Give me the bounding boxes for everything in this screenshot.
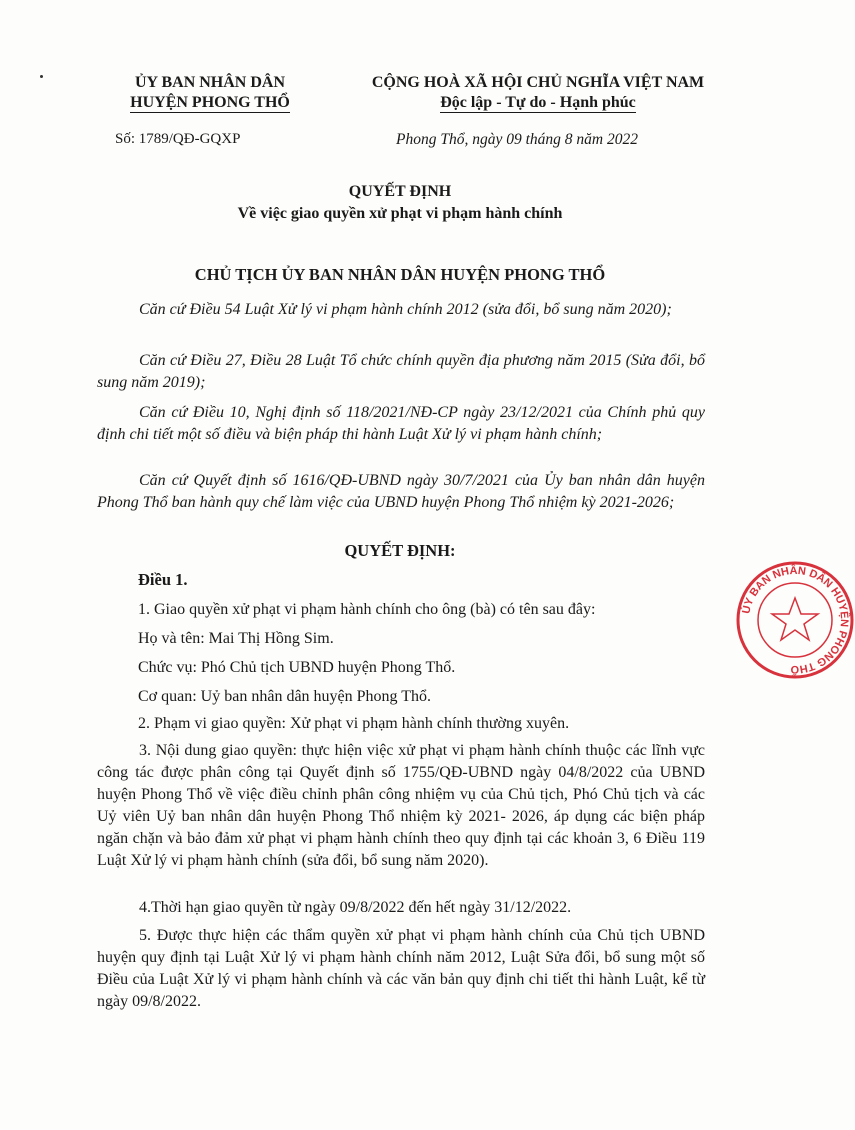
decision-heading: QUYẾT ĐỊNH: [344, 541, 456, 560]
item-4: 4.Thời hạn giao quyền từ ngày 09/8/2022 đến hết ngày 31/12/2022. [139, 899, 572, 916]
legal-basis-4: Căn cứ Quyết định số 1616/QĐ-UBND ngày 30/7/2021 của Ủy ban nhân dân huyện Phong Thổ ban hành quy chế làm việc của UBND huyện Phong Thổ nhiệm kỳ 2021-2026; [97, 472, 705, 511]
assignee-position: Chức vụ: Phó Chủ tịch UBND huyện Phong Thổ. [138, 659, 456, 676]
legal-basis-2: Căn cứ Điều 27, Điều 28 Luật Tổ chức chính quyền địa phương năm 2015 (Sửa đổi, bổ sung năm 2019); [97, 352, 705, 391]
decision-subject: Về việc giao quyền xử phạt vi phạm hành chính [237, 205, 563, 222]
nation-line-1: CỘNG HOÀ XÃ HỘI CHỦ NGHĨA VIỆT NAM [371, 74, 705, 91]
legal-basis-3: Căn cứ Điều 10, Nghị định số 118/2021/NĐ-CP ngày 23/12/2021 của Chính phủ quy định chi tiết một số điều và biện pháp thi hành Luật Xử lý vi phạm hành chính; [97, 404, 705, 443]
document-number: Số: 1789/QĐ-GQXP [115, 131, 241, 147]
org-line-1: ỦY BAN NHÂN DÂN [134, 74, 286, 91]
seal-text: ỦY BAN NHÂN DÂN HUYỆN PHONG THỔ [740, 564, 851, 676]
official-seal-stamp [735, 560, 855, 680]
legal-basis-1: Căn cứ Điều 54 Luật Xử lý vi phạm hành chính 2012 (sửa đổi, bổ sung năm 2020); [139, 301, 672, 318]
date-line: Phong Thổ, ngày 09 tháng 8 năm 2022 [396, 131, 638, 148]
issuing-organization [100, 73, 320, 113]
decision-title-block [120, 181, 680, 225]
issuer-heading: CHỦ TỊCH ỦY BAN NHÂN DÂN HUYỆN PHONG THỔ [194, 265, 606, 284]
org-line-2: HUYỆN PHONG THỔ [130, 94, 290, 111]
item-3: 3. Nội dung giao quyền: thực hiện việc xử phạt vi phạm hành chính thuộc các lĩnh vực công tác được phân công tại Quyết định số 1755/QĐ-UBND ngày 04/8/2022 của UBND huyện Phong Thổ về việc điều chỉnh phân công nhiệm vụ của Chủ tịch, Phó Chủ tịch và các Uỷ viên Uỷ ban nhân dân huyện Phong Thổ nhiệm kỳ 2021- 2026, áp dụng các biện pháp ngăn chặn và bảo đảm xử phạt vi phạm hành chính theo quy định tại các khoản 3, 6 Điều 119 Luật Xử lý vi phạm hành chính (sửa đổi, bổ sung năm 2020). [97, 742, 705, 869]
national-motto [318, 73, 758, 113]
scan-speck [40, 75, 43, 78]
decision-title: QUYẾT ĐỊNH [348, 183, 452, 200]
assignee-agency: Cơ quan: Uỷ ban nhân dân huyện Phong Thổ. [138, 688, 432, 705]
article-1-heading: Điều 1. [138, 570, 188, 589]
item-5: 5. Được thực hiện các thẩm quyền xử phạt vi phạm hành chính của Chủ tịch UBND huyện quy định tại Luật Xử lý vi phạm hành chính năm 2012, Luật Sửa đổi, bổ sung một số Điều của Luật Xử lý vi phạm hành chính và các văn bản quy định chi tiết thi hành Luật, kể từ ngày 09/8/2022. [97, 927, 705, 1010]
assignee-name: Họ và tên: Mai Thị Hồng Sim. [138, 630, 334, 647]
item-2: 2. Phạm vi giao quyền: Xử phạt vi phạm hành chính thường xuyên. [138, 715, 570, 732]
item-1: 1. Giao quyền xử phạt vi phạm hành chính cho ông (bà) có tên sau đây: [138, 601, 596, 618]
nation-line-2: Độc lập - Tự do - Hạnh phúc [440, 94, 636, 111]
